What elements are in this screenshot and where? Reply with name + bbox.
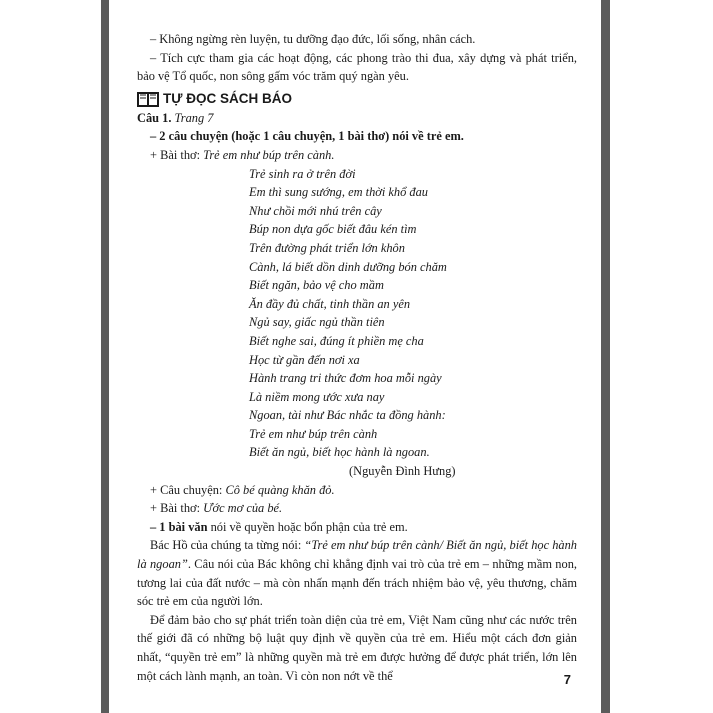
right-page-edge	[601, 0, 610, 713]
poem-line: Biết ăn ngủ, biết học hành là ngoan.	[249, 445, 430, 460]
question-label: Câu 1.	[137, 110, 172, 125]
poem-line: Ngủ say, giấc ngủ thần tiên	[249, 315, 385, 330]
item-1-heading: – 2 câu chuyện (hoặc 1 câu chuyện, 1 bài thơ) nói về trẻ em.	[150, 129, 464, 144]
essay-para-1-quote: “Trẻ em như búp trên cành/ Biết ăn ngủ, biết học hành là ngoan”	[137, 538, 577, 572]
intro-line-1: – Không ngừng rèn luyện, tu dưỡng đạo đức, lối sống, nhân cách.	[150, 32, 476, 46]
intro-line-2: – Tích cực tham gia các hoạt động, các phong trào thi đua, xây dựng và phát triển, bảo vệ Tổ quốc, non sông gấm vóc trăm quý ngàn yêu.	[137, 50, 577, 84]
poem-line: Biết nghe sai, đúng ít phiền mẹ cha	[249, 333, 424, 348]
page-content	[137, 30, 577, 685]
poem-author: (Nguyễn Đình Hưng)	[349, 464, 456, 479]
book-page	[109, 0, 601, 713]
question-page-ref: Trang 7	[174, 110, 214, 125]
poem-line: Ngoan, tài như Bác nhắc ta đồng hành:	[249, 408, 446, 423]
poem-line: Em thì sung sướng, em thời khổ đau	[249, 185, 428, 200]
poem-line: Ăn đầy đủ chất, tinh thần an yên	[249, 296, 411, 311]
essay-paragraph-2: Để đảm bảo cho sự phát triển toàn diện của trẻ em, Việt Nam cũng như các nước trên thế giới đã có những bộ luật quy định về quyền của trẻ em. Hiểu một cách đơn giản nhất, “quyền trẻ em” là những quyền mà trẻ em được hưởng để được phát triển, lớn lên một cách lành mạnh, an toàn. Vì còn non nớt về thể	[137, 612, 577, 683]
poem-line: Trẻ sinh ra ở trên đời	[249, 166, 356, 181]
poem-title: Trẻ em như búp trên cành.	[203, 147, 335, 162]
essay-para-1-lead: Bác Hồ của chúng ta từng nói:	[150, 538, 305, 553]
poem-line: Biết ngăn, bảo vệ cho mầm	[249, 278, 384, 293]
item-2	[137, 518, 577, 537]
item-2-bold: – 1 bài văn	[150, 519, 208, 534]
section-heading	[137, 90, 577, 109]
story-1-title: Cô bé quàng khăn đỏ.	[225, 482, 335, 497]
poem	[137, 165, 577, 463]
open-book-icon	[137, 91, 159, 107]
section-title: TỰ ĐỌC SÁCH BÁO	[163, 90, 292, 106]
poem-2-prefix: + Bài thơ:	[150, 501, 204, 516]
page-number: 7	[563, 672, 571, 687]
poem-line: Búp non dựa gốc biết đâu kén tìm	[249, 222, 417, 237]
poem-2	[137, 499, 577, 518]
essay-paragraph-1	[137, 536, 577, 610]
left-page-edge	[101, 0, 109, 713]
poem-line: Hành trang tri thức đơm hoa mỗi ngày	[249, 371, 442, 386]
poem-intro-prefix: + Bài thơ:	[150, 147, 204, 162]
essay-para-1-rest: . Câu nói của Bác không chỉ khẳng định vai trò của trẻ em – những mầm non, tương lai của đất nước – mà còn nhấn mạnh đến trách nhiệm bảo vệ, yêu thương, chăm sóc trẻ em của người lớn.	[137, 557, 577, 609]
item-2-rest: nói về quyền hoặc bổn phận của trẻ em.	[207, 519, 408, 534]
poem-line: Học từ gần đến nơi xa	[249, 352, 360, 367]
poem-line: Cành, lá biết dồn dinh dưỡng bón chăm	[249, 259, 447, 274]
story-1	[137, 481, 577, 500]
poem-line: Trẻ em như búp trên cành	[249, 426, 378, 441]
story-1-prefix: + Câu chuyện:	[150, 482, 226, 497]
question-line	[137, 109, 577, 128]
poem-2-title: Ước mơ của bé.	[203, 501, 283, 516]
poem-line: Là niềm mong ước xưa nay	[249, 389, 385, 404]
poem-line: Trên đường phát triển lớn khôn	[249, 240, 405, 255]
poem-line: Như chồi mới nhú trên cây	[249, 203, 382, 218]
poem-intro	[137, 146, 577, 165]
